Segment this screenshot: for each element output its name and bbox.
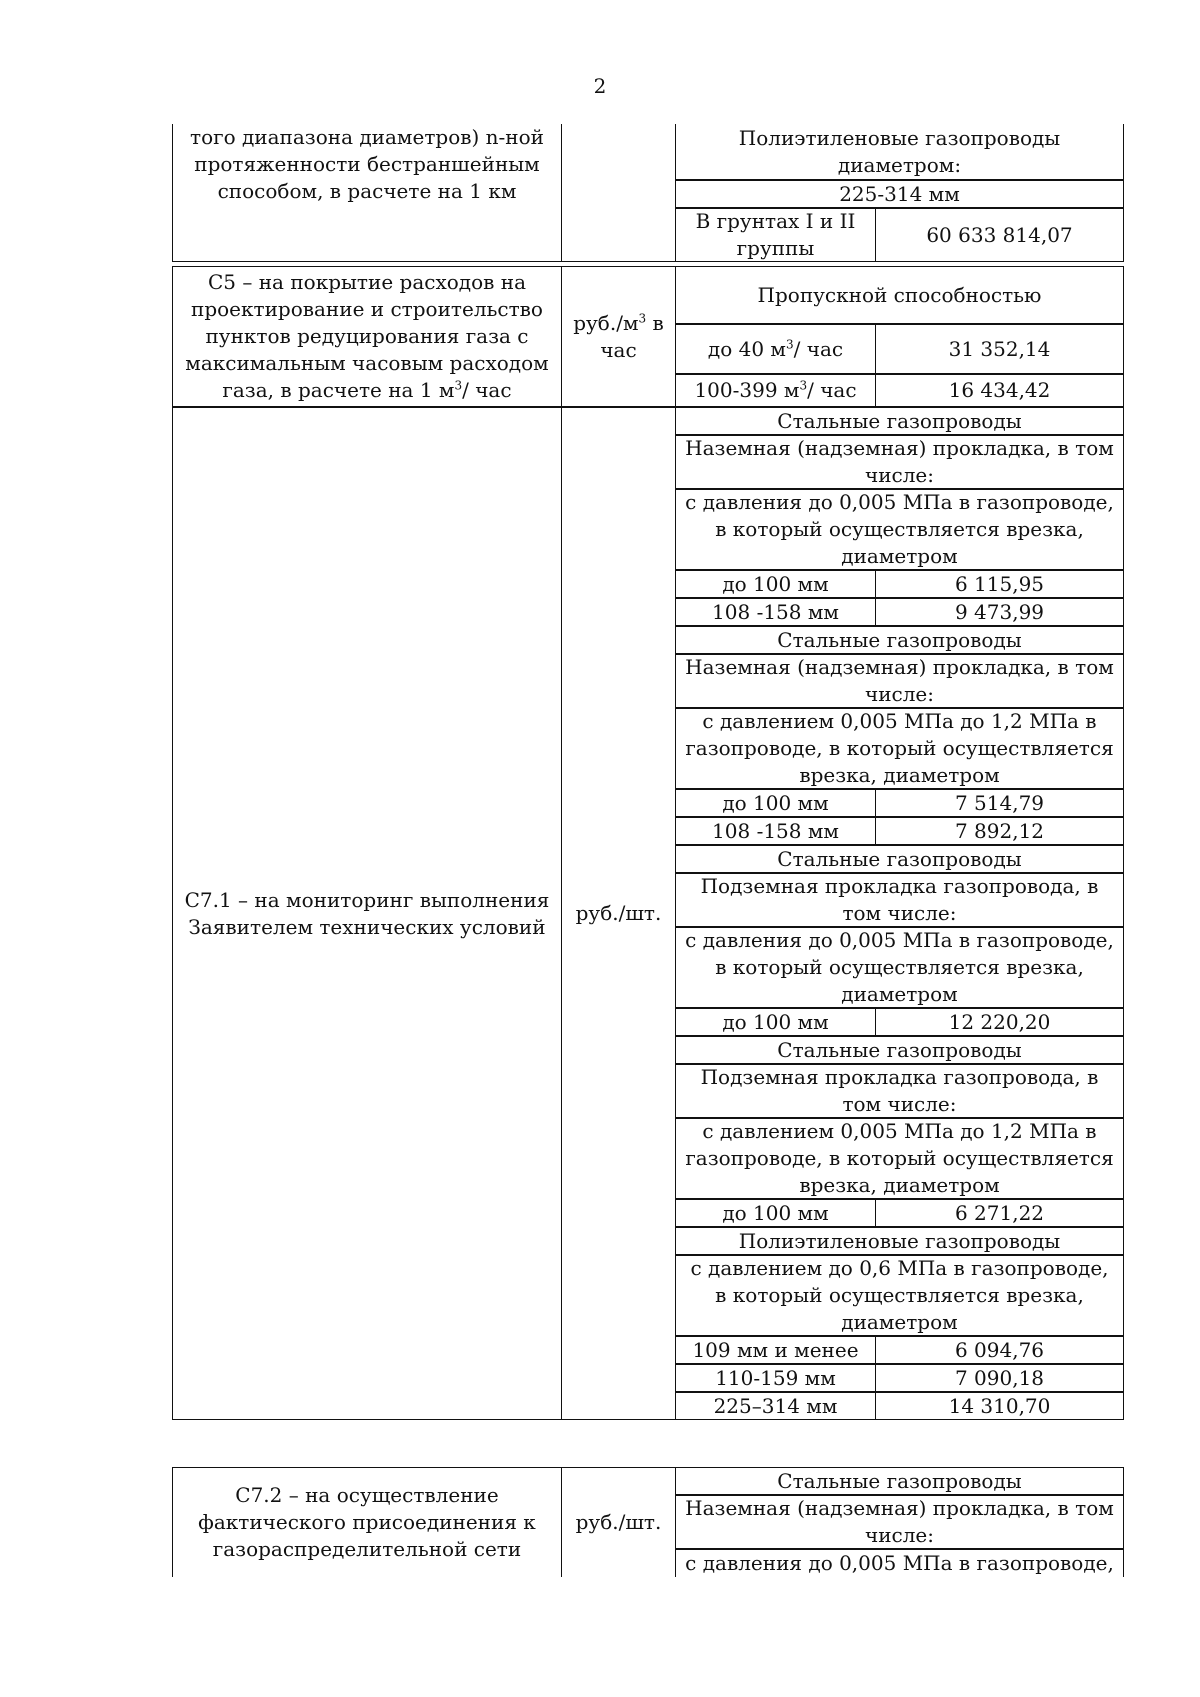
row-header-text: 225-314 мм	[839, 181, 960, 206]
row-header	[676, 1549, 1124, 1577]
row-value-text: 7 514,79	[954, 790, 1045, 815]
row-value	[876, 789, 1124, 817]
row-value-text: 31 352,14	[948, 336, 1051, 361]
row-value	[876, 1364, 1124, 1392]
row-header-text: Наземная (надземная) прокладка, в том числе:	[685, 655, 1114, 706]
row-header-text: Подземная прокладка газопровода, в том числе:	[700, 874, 1099, 925]
row-label-text: 108 -158 мм	[712, 818, 839, 843]
row-header-text: Наземная (надземная) прокладка, в том числе:	[685, 1496, 1114, 1547]
row-header-text: с давления до 0,005 МПа в газопроводе, в который осуществляется врезка, диаметром	[685, 928, 1114, 1006]
row-value-text: 60 633 814,07	[926, 222, 1073, 247]
block-description	[172, 407, 562, 1420]
row-value	[876, 1199, 1124, 1227]
row-header-text: с давлением до 0,6 МПа в газопроводе, в который осуществляется врезка, диаметром	[690, 1256, 1109, 1334]
row-header	[676, 266, 1124, 324]
row-value-text: 9 473,99	[954, 599, 1045, 624]
row-header	[676, 1495, 1124, 1549]
row-value	[876, 1392, 1124, 1420]
row-header	[676, 708, 1124, 789]
block-unit-text: руб./шт.	[575, 901, 662, 925]
row-header	[676, 1255, 1124, 1336]
block-unit-text: руб./шт.	[575, 1510, 662, 1534]
row-label-text: 110-159 мм	[715, 1365, 836, 1390]
row-value	[876, 570, 1124, 598]
block-description	[172, 1467, 562, 1577]
row-label	[676, 1008, 876, 1036]
row-header-text: с давлением 0,005 МПа до 1,2 МПа в газопроводе, в который осуществляется врезка, диаметром	[685, 1119, 1114, 1197]
row-header-text: Полиэтиленовые газопроводы диаметром:	[738, 125, 1061, 177]
row-value-text: 14 310,70	[948, 1393, 1051, 1418]
row-header-text: с давления до 0,005 МПа в газопроводе, в который осуществляется врезка, диаметром	[685, 490, 1114, 568]
row-label-text: до 100 мм	[722, 1009, 829, 1034]
row-label	[676, 324, 876, 374]
row-label	[676, 598, 876, 626]
row-header-text: Стальные газопроводы	[777, 846, 1022, 871]
row-header	[676, 180, 1124, 208]
block-unit	[562, 407, 676, 1420]
row-value-text: 6 094,76	[954, 1337, 1045, 1362]
row-label-text: В грунтах I и II группы	[695, 209, 856, 260]
block-description	[172, 266, 562, 407]
row-value-text: 12 220,20	[948, 1009, 1051, 1034]
row-header-text: Стальные газопроводы	[777, 408, 1022, 433]
row-header	[676, 654, 1124, 708]
row-label-text: 108 -158 мм	[712, 599, 839, 624]
row-header-text: с давлением 0,005 МПа до 1,2 МПа в газопроводе, в который осуществляется врезка, диаметром	[685, 709, 1114, 787]
row-value-text: 6 115,95	[954, 571, 1045, 596]
row-header-text: Полиэтиленовые газопроводы	[738, 1228, 1061, 1253]
page-number: 2	[593, 74, 607, 98]
row-header-text: с давления до 0,005 МПа в газопроводе,	[685, 1551, 1114, 1575]
row-header	[676, 1064, 1124, 1118]
row-label-text: 100-399 $м^3/$ час	[694, 378, 857, 402]
block-unit-text: $руб./м^3$ в час	[573, 310, 664, 362]
row-header	[676, 1467, 1124, 1495]
row-label	[676, 374, 876, 407]
row-value	[876, 374, 1124, 407]
row-label	[676, 1392, 876, 1420]
row-header-text: Стальные газопроводы	[777, 627, 1022, 652]
block-description-text: C7.2 – на осуществление фактического присоединения к газораспределительной сети	[198, 1483, 536, 1561]
row-header-text: Наземная (надземная) прокладка, в том числе:	[685, 436, 1114, 487]
row-header	[676, 435, 1124, 489]
row-value	[876, 1008, 1124, 1036]
row-header	[676, 407, 1124, 435]
row-header	[676, 927, 1124, 1008]
row-header	[676, 1118, 1124, 1199]
row-value	[876, 1336, 1124, 1364]
row-value-text: 7 090,18	[954, 1365, 1045, 1390]
row-header	[676, 873, 1124, 927]
row-value-text: 7 892,12	[954, 818, 1045, 843]
block-unit	[562, 266, 676, 407]
row-value-text: 6 271,22	[954, 1200, 1045, 1225]
row-label	[676, 789, 876, 817]
row-header	[676, 1227, 1124, 1255]
block-description-text: C5 – на покрытие расходов на проектирование и строительство пунктов редуцирования газа с максимальным часовым расходом газа, в расчете на 1 $м^3/$ час	[185, 270, 549, 402]
row-label	[676, 1199, 876, 1227]
row-header	[676, 845, 1124, 873]
row-label	[676, 817, 876, 845]
row-label-text: 109 мм и менее	[692, 1337, 859, 1362]
row-label	[676, 570, 876, 598]
row-header	[676, 626, 1124, 654]
row-label	[676, 208, 876, 262]
row-label-text: 225–314 мм	[713, 1393, 838, 1418]
row-label	[676, 1364, 876, 1392]
block-unit	[562, 1467, 676, 1577]
row-header-text: Подземная прокладка газопровода, в том числе:	[700, 1065, 1099, 1116]
row-value	[876, 598, 1124, 626]
row-value	[876, 208, 1124, 262]
row-header-text: Пропускной способностью	[757, 282, 1042, 307]
row-header-text: Стальные газопроводы	[777, 1468, 1022, 1493]
row-label	[676, 1336, 876, 1364]
block-description-text: того диапазона диаметров) n-ной протяженности бестраншейным способом, в расчете на 1 км	[190, 125, 544, 203]
block-description	[172, 124, 562, 262]
row-header-text: Стальные газопроводы	[777, 1037, 1022, 1062]
row-value	[876, 817, 1124, 845]
row-value-text: 16 434,42	[948, 378, 1051, 402]
row-header	[676, 124, 1124, 180]
row-label-text: до 100 мм	[722, 1200, 829, 1225]
row-label-text: до 100 мм	[722, 790, 829, 815]
row-value	[876, 324, 1124, 374]
row-header	[676, 1036, 1124, 1064]
row-label-text: до 100 мм	[722, 571, 829, 596]
block-description-text: C7.1 – на мониторинг выполнения Заявителем технических условий	[184, 887, 550, 939]
row-label-text: до 40 $м^3/$ час	[707, 336, 844, 361]
row-header	[676, 489, 1124, 570]
block-unit	[562, 124, 676, 262]
